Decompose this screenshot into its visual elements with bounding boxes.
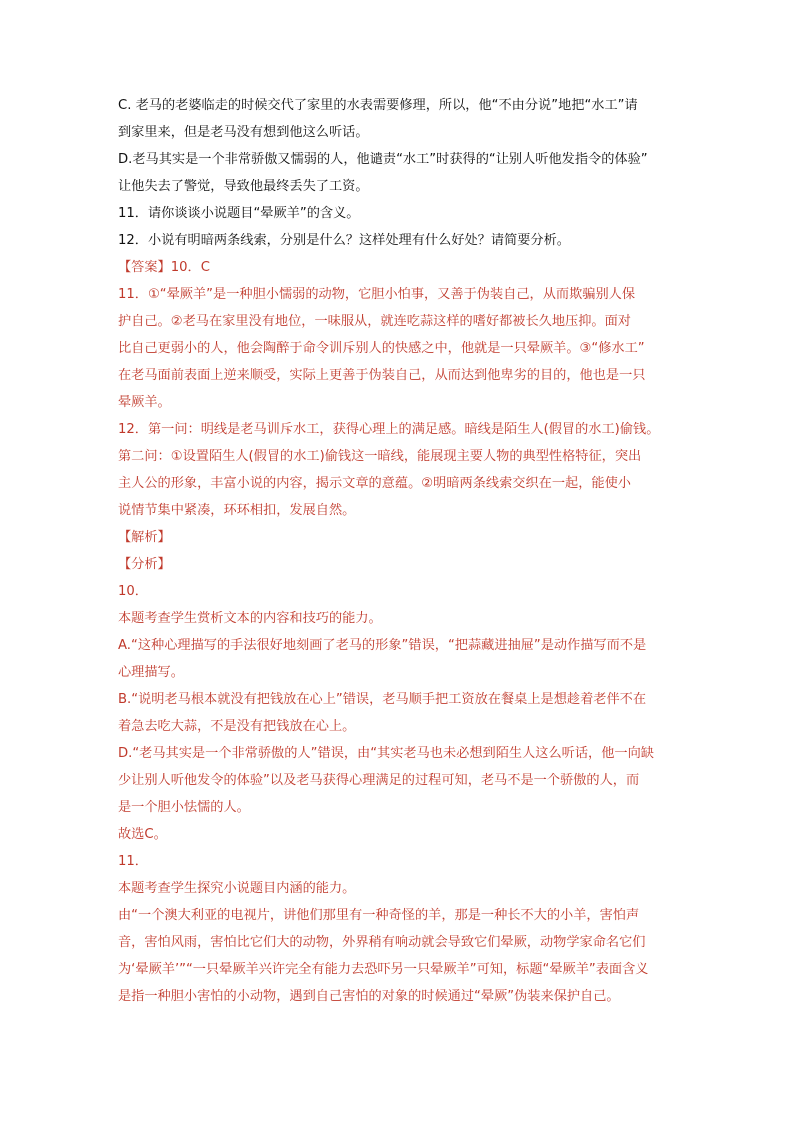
answer-line: 少让别人听他发令的体验”以及老马获得心理满足的过程可知，老马不是一个骄傲的人，而 (118, 773, 640, 788)
question-line: D.老马其实是一个非常骄傲又懦弱的人，他谴责“水工”时获得的“让别人听他发指令的体验” (118, 152, 648, 167)
answer-line: 【答案】10．C (118, 260, 210, 275)
answer-line: 是指一种胆小害怕的小动物，遇到自己害怕的对象的时候通过“晕厥”伪装来保护自己。 (118, 989, 620, 1004)
question-line: 11．请你谈谈小说题目“晕厥羊”的含义。 (118, 206, 360, 221)
answer-line: 12．第一问：明线是老马训斥水工，获得心理上的满足感。暗线是陌生人(假冒的水工)偷钱。 (118, 422, 660, 437)
answer-line: 为‘晕厥羊’”“一只晕厥羊兴许完全有能力去恐吓另一只晕厥羊”可知，标题“晕厥羊”表面含义 (118, 962, 649, 977)
answer-line: 11．①“晕厥羊”是一种胆小懦弱的动物，它胆小怕事，又善于伪装自己，从而欺骗别人保 (118, 287, 636, 302)
answer-line: 本题考查学生探究小说题目内涵的能力。 (118, 881, 356, 896)
answer-line: 晕厥羊。 (118, 395, 171, 410)
answer-line: 本题考查学生赏析文本的内容和技巧的能力。 (118, 611, 382, 626)
answer-line: 由“一个澳大利亚的电视片，讲他们那里有一种奇怪的羊，那是一种长不大的小羊，害怕声 (118, 908, 640, 923)
answer-line: 心理描写。 (118, 665, 184, 680)
question-line: 让他失去了警觉，导致他最终丢失了工资。 (118, 179, 369, 194)
answer-line: 主人公的形象，丰富小说的内容，揭示文章的意蕴。②明暗两条线索交织在一起，能使小 (118, 476, 631, 491)
answer-line: 故选C。 (118, 827, 167, 842)
question-line: 到家里来，但是老马没有想到他这么听话。 (118, 125, 369, 140)
document-body (118, 92, 678, 1010)
question-line: C. 老马的老婆临走的时候交代了家里的水表需要修理，所以，他“不由分说”地把“水工”请 (118, 98, 638, 113)
answer-line: B.“说明老马根本就没有把钱放在心上”错误，老马顺手把工资放在餐桌上是想趁着老伴不在 (118, 692, 647, 707)
answer-line: 【解析】 (118, 530, 171, 545)
answer-line: D.“老马其实是一个非常骄傲的人”错误，由“其实老马也未必想到陌生人这么听话，他一向缺 (118, 746, 654, 761)
answer-line: 10． (118, 584, 148, 599)
answer-line: A.“这种心理描写的手法很好地刻画了老马的形象”错误，“把蒜藏进抽屉”是动作描写而不是 (118, 638, 647, 653)
answer-line: 护自己。②老马在家里没有地位，一味服从，就连吃蒜这样的嗜好都被长久地压抑。面对 (118, 314, 631, 329)
question-line: 12．小说有明暗两条线索，分别是什么？这样处理有什么好处？请简要分析。 (118, 233, 570, 248)
answer-line: 11． (118, 854, 148, 869)
answer-line: 【分析】 (118, 557, 171, 572)
answer-line: 着急去吃大蒜，不是没有把钱放在心上。 (118, 719, 356, 734)
answer-line: 是一个胆小怯懦的人。 (118, 800, 250, 815)
answer-line: 音，害怕风雨，害怕比它们大的动物，外界稍有响动就会导致它们晕厥，动物学家命名它们 (118, 935, 646, 950)
answer-line: 比自己更弱小的人，他会陶醉于命令训斥别人的快感之中，他就是一只晕厥羊。③“修水工” (118, 341, 645, 356)
answer-line: 说情节集中紧凑，环环相扣，发展自然。 (118, 503, 356, 518)
answer-line: 第二问：①设置陌生人(假冒的水工)偷钱这一暗线，能展现主要人物的典型性格特征，突出 (118, 449, 642, 464)
answer-line: 在老马面前表面上逆来顺受，实际上更善于伪装自己，从而达到他卑劣的目的，他也是一只 (118, 368, 646, 383)
